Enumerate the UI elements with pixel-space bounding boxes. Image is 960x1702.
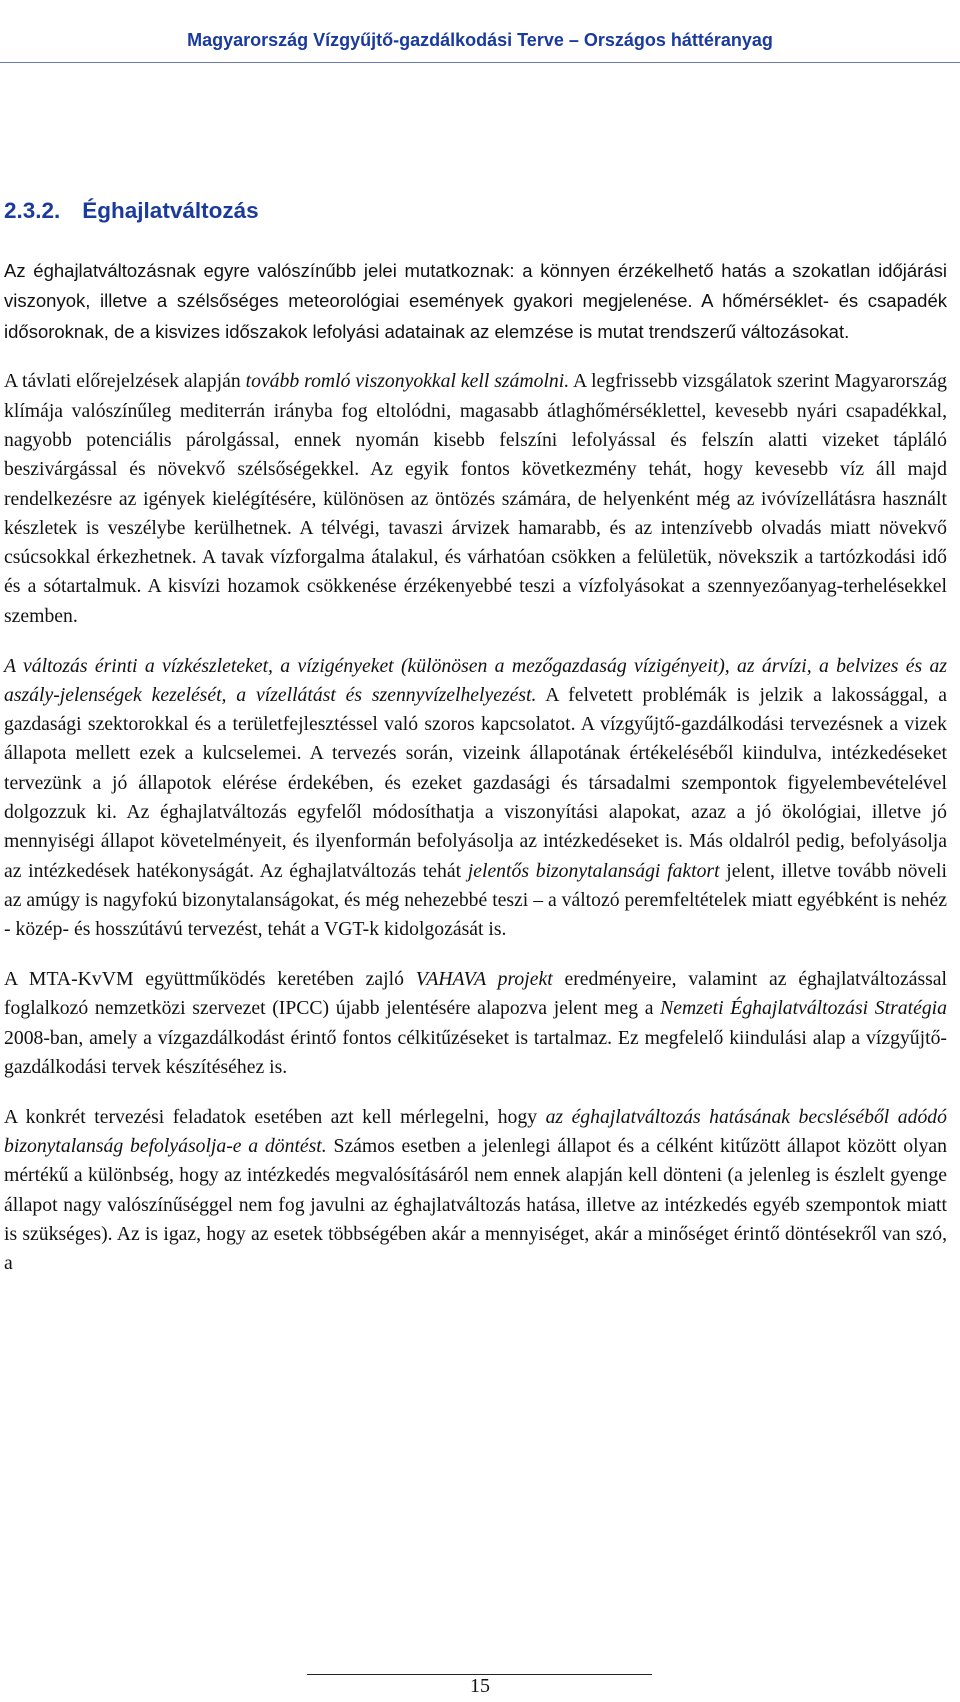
- paragraph-4-part-3: 2008-ban, amely a vízgazdálkodást érintő fontos célkitűzéseket is tartalmaz. Ez megfelelő kiindulási alap a vízgyűjtő-gazdálkodási tervek készítéséhez is.: [4, 1026, 947, 1078]
- section-title: Éghajlatváltozás: [82, 198, 259, 223]
- page-number: 15: [470, 1675, 490, 1697]
- paragraph-2-part-1: A távlati előrejelzések alapján: [4, 370, 246, 393]
- paragraph-1-sentence-2: A hőmérséklet- és csapadék idősoroknak, de a kisvizes időszakok lefolyási adatainak az elemzése is mutat trendszerű változásokat.: [4, 290, 947, 342]
- paragraph-3-emphasis-2: jelentős bizonytalansági faktort: [467, 859, 720, 882]
- paragraph-4-part-1: A MTA-KvVM együttműködés keretében zajló: [4, 968, 416, 991]
- paragraph-2-part-2: A legfrissebb vizsgálatok szerint Magyarország klímája valószínűleg mediterrán irányba fog eltolódni, magasabb átlaghőmérséklettel, kevesebb nyári csapadékkal, nagyobb potenciális párolgással, ennek nyomán kisebb felszíni lefolyással és felszín alatti vizeket tápláló beszivárgással és növekvő szélsőségekkel. Az egyik fontos következmény tehát, hogy kevesebb víz áll majd rendelkezésre az igények kielégítésére, különösen az öntözés számára, de helyenként még az ivóvízellátásra használt készletek is veszélybe kerülhetnek. A télvégi, tavaszi árvizek hamarabb, és az intenzívebb olvadás miatt növekvő csúcsokkal érkezhetnek. A tavak vízforgalma átalakul, és várhatóan csökken a felületük, növekszik a tartózkodási idő és a sótartalmuk. A kisvízi hozamok csökkenése érzékenyebbé teszi a vízfolyásokat a szennyezőanyag-terhelésekkel szemben.: [4, 370, 947, 627]
- running-header: Magyarország Vízgyűjtő-gazdálkodási Terve – Országos háttéranyag: [187, 30, 773, 50]
- paragraph-5-part-2: Számos esetben a jelenlegi állapot és a célként kitűzött állapot között olyan mértékű a különbség, hogy az intézkedés megvalósításáról nem ennek alapján kell dönteni (a jelenleg is észlelt gyenge állapot nagy valószínűséggel nem fog javulni az éghajlatváltozás hatása, illetve az intézkedés egyéb szempontok miatt is szükséges). Az is igaz, hogy az esetek többségében akár a mennyiséget, akár a minőséget érintő döntésekről van szó, a: [4, 1135, 948, 1275]
- paragraph-2: [4, 367, 947, 631]
- paragraph-4: [4, 965, 947, 1082]
- paragraph-4-emphasis-2: Nemzeti Éghajlatváltozási Stratégia: [660, 997, 947, 1020]
- section-number: 2.3.2.: [4, 198, 61, 223]
- paragraph-4-part-2: eredményeire, valamint az éghajlatváltozással foglalkozó nemzetközi szervezet (IPCC) újabb jelentésére alapozva jelent meg a: [4, 968, 948, 1020]
- paragraph-5: [4, 1103, 947, 1279]
- header-divider: [0, 62, 960, 63]
- paragraph-3-emphasis-1: A változás érinti a vízkészleteket, a vízigényeket (különösen a mezőgazdaság vízigényeit), az árvízi, a belvizes és az aszály-jelenségek kezelését, a vízellátást és szennyvízelhelyezést.: [4, 654, 947, 706]
- paragraph-3: [4, 652, 947, 945]
- body-text: [4, 256, 947, 1299]
- paragraph-5-emphasis: az éghajlatváltozás hatásának becsléséből adódó bizonytalanság befolyásolja-e a döntést.: [4, 1105, 947, 1158]
- paragraph-5-part-1: A konkrét tervezési feladatok esetében azt kell mérlegelni, hogy: [4, 1105, 546, 1128]
- section-heading: [4, 198, 259, 224]
- paragraph-1: [4, 256, 947, 347]
- paragraph-2-emphasis: tovább romló viszonyokkal kell számolni.: [245, 370, 570, 393]
- paragraph-3-part-1: A felvetett problémák is jelzik a lakossággal, a gazdasági szektorokkal és a területfejlesztéssel való szoros kapcsolatot. A vízgyűjtő-gazdálkodási tervezésnek a vizek állapota mellett ezek a kulcselemei. A tervezés során, vizeink állapotának értékeléséből kiindulva, intézkedéseket tervezünk a jó állapotok elérése érdekében, és ezeket gazdasági és társadalmi szempontok figyelembevételével dolgozzuk ki. Az éghajlatváltozás egyfelől módosíthatja a viszonyítási alapokat, azaz a jó ökológiai, illetve jó mennyiségi állapot követelményeit, és ilyenformán befolyásolja az intézkedéseket is. Más oldalról pedig, befolyásolja az intézkedések hatékonyságát. Az éghajlatváltozás tehát: [4, 683, 947, 882]
- paragraph-4-emphasis-1: VAHAVA projekt: [415, 968, 553, 991]
- paragraph-1-sentence-1: Az éghajlatváltozásnak egyre valószínűbb jelei mutatkoznak: a könnyen érzékelhető hatás a szokatlan időjárási viszonyok, illetve a szélsőséges meteorológiai események gyakori megjelenése.: [4, 260, 947, 312]
- paragraph-3-part-2: jelent, illetve tovább növeli az amúgy is nagyfokú bizonytalanságokat, és még nehezebbé teszi – a változó peremfeltételek miatt egyébként is nehéz - közép- és hosszútávú tervezést, tehát a VGT-k kidolgozását is.: [4, 859, 947, 941]
